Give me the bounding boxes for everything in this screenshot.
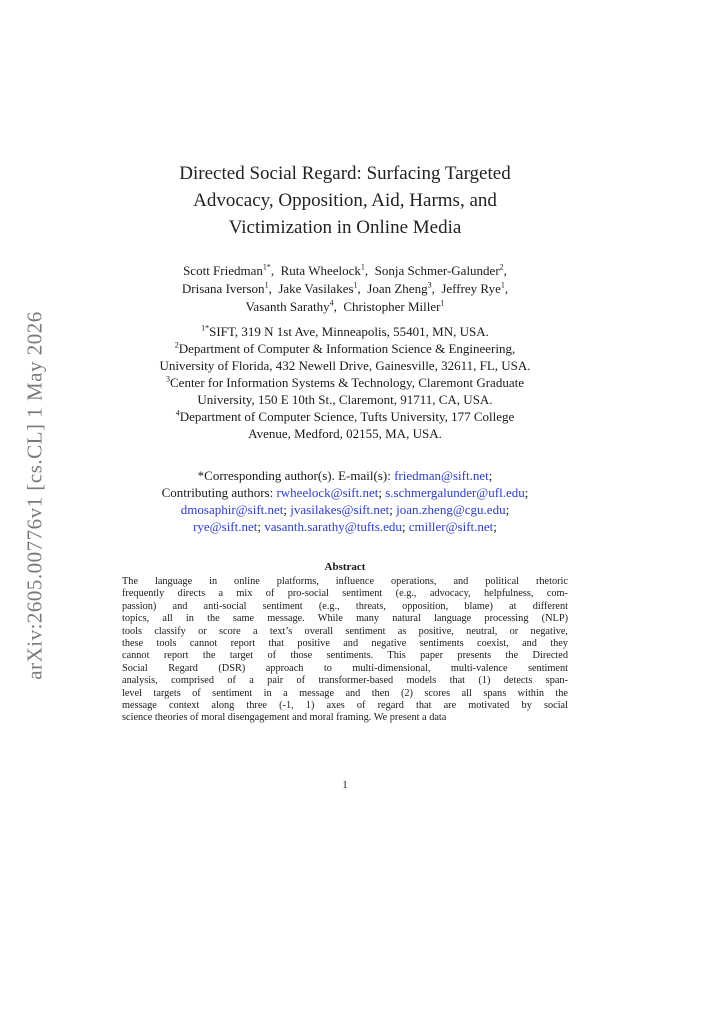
author-line: Scott Friedman$^{1*}$, Ruta Wheelock$^1$, Sonja Schmer-Galunder$^2$, <box>183 262 507 278</box>
abstract-line: tools classify or score a text’s overall sentiment as positive, neutral, or negative, <box>122 625 568 637</box>
author-name: Christopher Miller <box>343 299 441 314</box>
title-line: Advocacy, Opposition, Aid, Harms, and <box>193 190 497 211</box>
paper-title <box>120 160 570 241</box>
email-link[interactable]: cmiller@sift.net <box>408 519 494 534</box>
abstract-line: passion) and anti-social sentiment (e.g., threats, opposition, blame) at different <box>122 600 568 612</box>
affiliation-line: $^4$Department of Computer Science, Tufts University, 177 College <box>175 408 515 424</box>
abstract-line: The language in online platforms, influence operations, and political rhetoric <box>122 576 568 587</box>
affiliation-line: $^{1*}$SIFT, 319 N 1st Ave, Minneapolis, 55401, MN, USA. <box>201 323 489 339</box>
correspondence-block: *Corresponding author(s). E-mail(s): friedman@sift.net; Contributing authors: rwheelock@sift.net; s.schmergalunder@ufl.edu; dmosaphir@sift.net; jvasilakes@sift.net; joan.zheng@cgu.edu; rye@sift.net; vasanth.sarathy@tufts.edu; cmiller@sift.net; <box>161 468 529 534</box>
affiliation-line: University of Florida, 432 Newell Drive, Gainesville, 32611, FL, USA. <box>159 358 531 373</box>
abstract-body <box>122 576 568 725</box>
abstract-line: level targets of sentiment in a message and then (2) scores all spans within the <box>122 687 568 699</box>
affiliation-line: $^3$Center for Information Systems & Technology, Claremont Graduate <box>166 374 524 390</box>
contributing-label: Contributing authors: <box>161 485 274 500</box>
email-link[interactable]: joan.zheng@cgu.edu <box>396 502 506 517</box>
author-line: Drisana Iverson$^1$, Jake Vasilakes$^1$, Joan Zheng$^3$, Jeffrey Rye$^1$, <box>181 280 509 296</box>
author-name: Vasanth Sarathy <box>245 299 330 314</box>
email-link[interactable]: vasanth.sarathy@tufts.edu <box>264 519 402 534</box>
title-line: Victimization in Online Media <box>228 217 462 238</box>
arxiv-identifier-text: arXiv:2605.00776v1 [cs.CL] 1 May 2026 <box>22 310 47 680</box>
page-number: 1 <box>342 779 348 791</box>
email-link[interactable]: rye@sift.net <box>193 519 258 534</box>
arxiv-identifier <box>22 300 48 690</box>
author-name: Ruta Wheelock <box>280 263 361 278</box>
abstract-line: Social Regard (DSR) approach to multi-dimensional, multi-valence sentiment <box>122 662 568 674</box>
email-link[interactable]: friedman@sift.net <box>394 468 489 483</box>
abstract-heading: Abstract <box>324 561 366 573</box>
author-name: Sonja Schmer-Galunder <box>374 263 500 278</box>
author-name: Drisana Iverson <box>181 281 265 296</box>
email-link[interactable]: jvasilakes@sift.net <box>290 502 390 517</box>
author-name: Jake Vasilakes <box>278 281 354 296</box>
abstract-line: frequently directs a mix of pro-social sentiment (e.g., advocacy, helpfulness, com- <box>122 588 568 600</box>
author-line: Vasanth Sarathy$^4$, Christopher Miller$^1$ <box>245 298 445 314</box>
abstract-line: topics, all in the same message. While many natural language processing (NLP) <box>122 613 568 625</box>
abstract-line: science theories of moral disengagement and moral framing. We present a data <box>122 712 447 724</box>
affiliation-line: $^2$Department of Computer & Information Science & Engineering, <box>174 340 516 356</box>
affiliation-line: University, 150 E 10th St., Claremont, 91711, CA, USA. <box>197 392 493 407</box>
abstract-line: these tools cannot report that positive and negative sentiments coexist, and they <box>122 638 568 650</box>
corresponding-label: *Corresponding author(s). E-mail(s): <box>197 468 391 483</box>
email-link[interactable]: dmosaphir@sift.net <box>180 502 284 517</box>
author-list <box>110 262 580 316</box>
title-line: Directed Social Regard: Surfacing Targeted <box>179 163 511 184</box>
abstract-line: cannot report the target of those sentiments. This paper presents the Directed <box>122 650 568 662</box>
author-name: Jeffrey Rye <box>441 281 501 296</box>
email-link[interactable]: s.schmergalunder@ufl.edu <box>385 485 525 500</box>
email-link[interactable]: rwheelock@sift.net <box>276 485 379 500</box>
author-name: Scott Friedman <box>183 263 263 278</box>
affiliations <box>110 323 580 442</box>
author-name: Joan Zheng <box>367 281 428 296</box>
abstract-line: analysis, comprised of a pair of transformer-based models that (1) detects span- <box>122 675 568 687</box>
affiliation-line: Avenue, Medford, 02155, MA, USA. <box>248 426 442 441</box>
abstract-line: message context along three (-1, 1) axes of regard that are motivated by social <box>122 700 568 712</box>
